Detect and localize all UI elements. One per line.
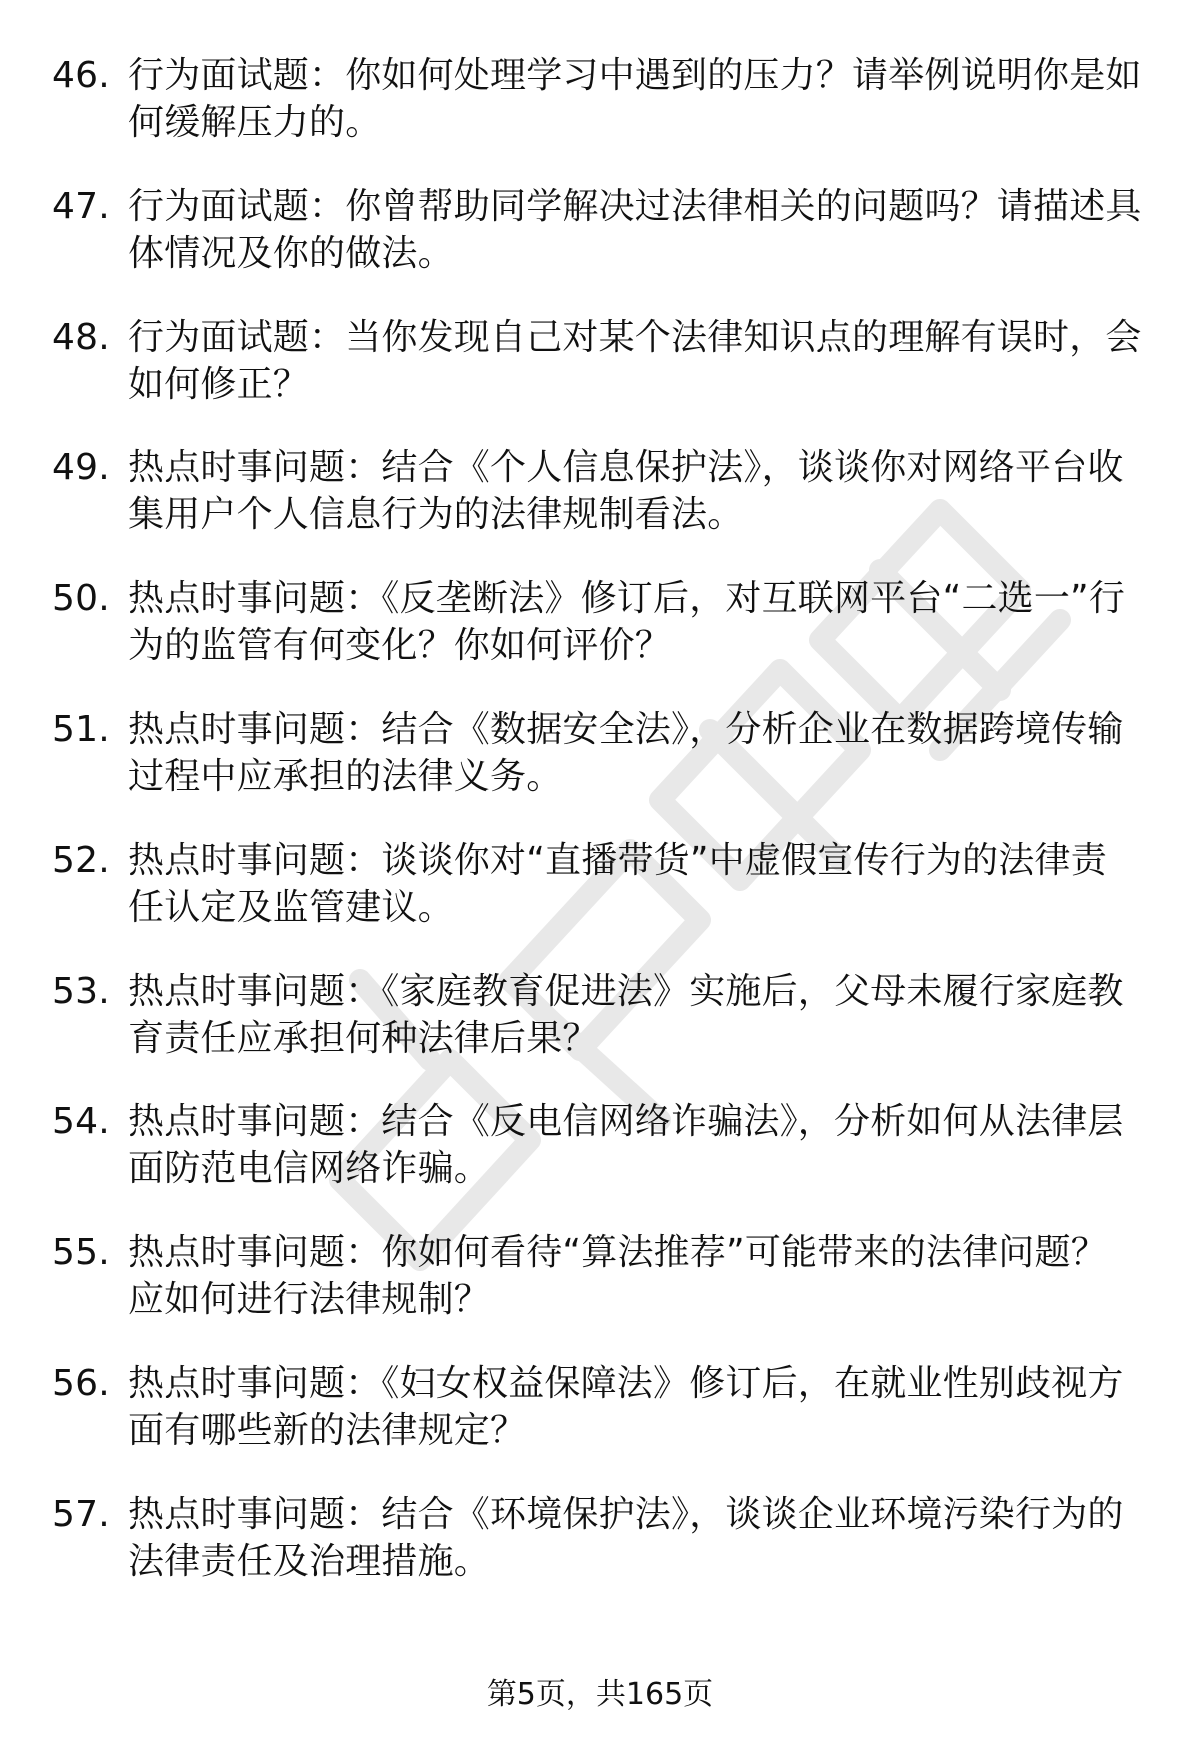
question-number: 47. [52,185,110,227]
question-number: 55. [52,1232,110,1274]
question-text: 热点时事问题：结合《数据安全法》，分析企业在数据跨境传输过程中应承担的法律义务。 [128,708,1124,797]
question-list [52,52,1142,1622]
question-text: 热点时事问题：《反垄断法》修订后，对互联网平台“二选一”行为的监管有何变化？你如何评价？ [128,578,1126,667]
question-text: 行为面试题：你曾帮助同学解决过法律相关的问题吗？请描述具体情况及你的做法。 [128,185,1142,274]
question-number: 57. [52,1493,110,1535]
list-item [52,968,1142,1062]
question-text: 热点时事问题：结合《反电信网络诈骗法》，分析如何从法律层面防范电信网络诈骗。 [128,1101,1124,1190]
list-item [52,837,1142,931]
question-number: 48. [52,316,110,358]
question-number: 53. [52,970,110,1012]
list-item [52,444,1142,538]
question-text: 热点时事问题：结合《个人信息保护法》，谈谈你对网络平台收集用户个人信息行为的法律规制看法。 [128,447,1124,536]
question-text: 热点时事问题：《妇女权益保障法》修订后，在就业性别歧视方面有哪些新的法律规定？ [128,1362,1124,1451]
question-number: 56. [52,1362,110,1404]
question-text: 热点时事问题：结合《环境保护法》，谈谈企业环境污染行为的法律责任及治理措施。 [128,1493,1124,1582]
list-item [52,706,1142,800]
question-text: 热点时事问题：谈谈你对“直播带货”中虚假宣传行为的法律责任认定及监管建议。 [128,839,1107,928]
list-item [52,575,1142,669]
question-number: 46. [52,55,110,96]
list-item [52,1360,1142,1454]
question-text: 热点时事问题：《家庭教育促进法》实施后，父母未履行家庭教育责任应承担何种法律后果？ [128,970,1124,1059]
list-item [52,314,1142,408]
question-text: 行为面试题：当你发现自己对某个法律知识点的理解有误时，会如何修正？ [128,316,1142,405]
question-number: 50. [52,578,110,620]
question-text: 热点时事问题：你如何看待“算法推荐”可能带来的法律问题？应如何进行法律规制？ [128,1232,1107,1321]
question-number: 54. [52,1101,110,1143]
question-number: 52. [52,839,110,881]
list-item [52,52,1142,146]
list-item [52,1491,1142,1585]
question-number: 51. [52,708,110,750]
question-number: 49. [52,447,110,489]
list-item [52,1098,1142,1192]
page-footer: 第5页，共165页 [486,1677,714,1712]
list-item [52,183,1142,277]
list-item [52,1229,1142,1323]
question-text: 行为面试题：你如何处理学习中遇到的压力？请举例说明你是如何缓解压力的。 [128,55,1142,143]
